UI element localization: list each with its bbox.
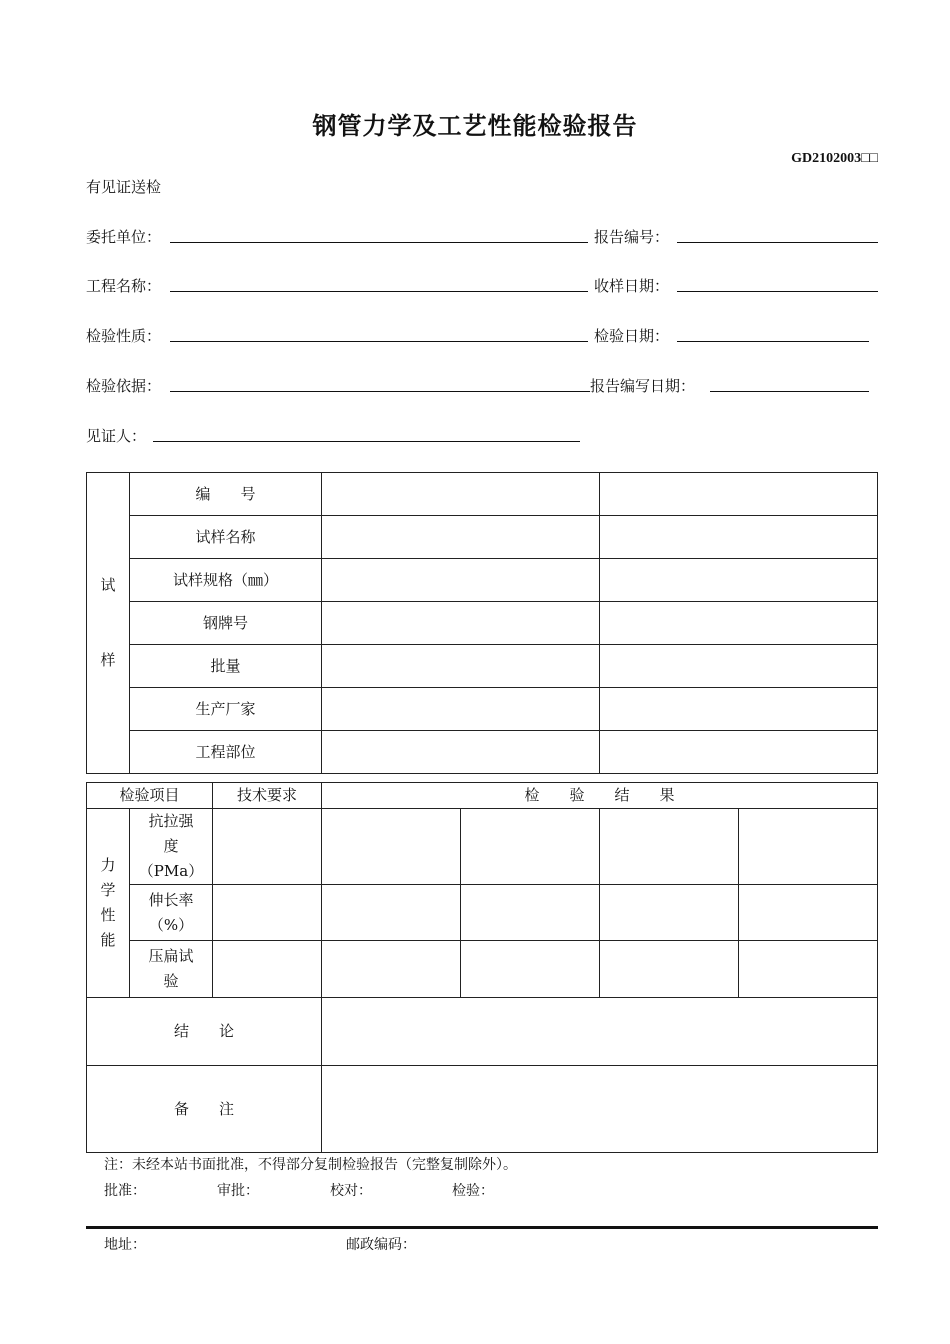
sample-row-label: 生产厂家 xyxy=(130,688,322,731)
review-label: 审批： xyxy=(217,1183,259,1199)
report-date-label: 报告编写日期： xyxy=(590,377,696,395)
sample-cell[interactable] xyxy=(600,688,878,731)
sample-cell[interactable] xyxy=(322,688,600,731)
check-label: 校对： xyxy=(330,1183,372,1199)
conclusion-label: 结 论 xyxy=(87,998,322,1066)
result-cell[interactable] xyxy=(461,941,600,998)
sample-cell[interactable] xyxy=(322,516,600,559)
receive-date-label: 收样日期： xyxy=(594,277,670,295)
sample-cell[interactable] xyxy=(322,559,600,602)
approve-label: 批准： xyxy=(104,1183,146,1199)
sample-cell[interactable] xyxy=(322,602,600,645)
footer-divider xyxy=(86,1226,878,1229)
client-line[interactable] xyxy=(170,242,588,243)
result-cell[interactable] xyxy=(739,885,878,941)
sample-row-label: 钢牌号 xyxy=(130,602,322,645)
result-cell[interactable] xyxy=(322,885,461,941)
result-cell[interactable] xyxy=(739,809,878,885)
postcode-label: 邮政编码： xyxy=(346,1237,416,1253)
result-cell[interactable] xyxy=(739,941,878,998)
requirement-cell[interactable] xyxy=(213,941,322,998)
inspection-date-label: 检验日期： xyxy=(594,327,670,345)
sample-cell[interactable] xyxy=(600,645,878,688)
inspection-basis-label: 检验依据： xyxy=(86,377,162,395)
sample-row-label: 工程部位 xyxy=(130,731,322,774)
receive-date-line[interactable] xyxy=(677,291,878,292)
report-title: 钢管力学及工艺性能检验报告 xyxy=(312,111,638,140)
requirement-cell[interactable] xyxy=(213,885,322,941)
footer-note: 注：未经本站书面批准，不得部分复制检验报告（完整复制除外）。 xyxy=(104,1157,517,1173)
tensile-strength-label: 抗拉强 度 （PMa） xyxy=(130,809,213,885)
sample-cell[interactable] xyxy=(322,473,600,516)
result-cell[interactable] xyxy=(600,941,739,998)
elongation-label: 伸长率 （%） xyxy=(130,885,213,941)
address-label: 地址： xyxy=(104,1237,146,1253)
sample-cell[interactable] xyxy=(322,645,600,688)
sample-cell[interactable] xyxy=(322,731,600,774)
client-label: 委托单位： xyxy=(86,228,162,246)
sample-cell[interactable] xyxy=(600,473,878,516)
form-code: GD2102003□□ xyxy=(791,151,878,166)
sample-cell[interactable] xyxy=(600,516,878,559)
inspection-basis-line[interactable] xyxy=(170,391,590,392)
result-cell[interactable] xyxy=(461,809,600,885)
remarks-label: 备 注 xyxy=(87,1066,322,1153)
project-name-label: 工程名称： xyxy=(86,277,162,295)
sample-row-label: 试样规格（㎜） xyxy=(130,559,322,602)
inspection-nature-label: 检验性质： xyxy=(86,327,162,345)
report-no-line[interactable] xyxy=(677,242,878,243)
inspect-label: 检验： xyxy=(452,1183,494,1199)
sample-group-label: 试 样 xyxy=(87,473,130,774)
inspection-nature-line[interactable] xyxy=(170,341,588,342)
result-cell[interactable] xyxy=(322,941,461,998)
header-requirement: 技术要求 xyxy=(213,783,322,809)
result-cell[interactable] xyxy=(600,809,739,885)
result-cell[interactable] xyxy=(322,809,461,885)
result-cell[interactable] xyxy=(461,885,600,941)
sample-row-label: 试样名称 xyxy=(130,516,322,559)
inspection-date-line[interactable] xyxy=(677,341,869,342)
witness-label: 见证人： xyxy=(86,427,147,445)
subtitle: 有见证送检 xyxy=(86,178,162,196)
header-result: 检 验 结 果 xyxy=(322,783,878,809)
sample-table xyxy=(86,472,878,774)
mechanical-group-label: 力 学 性 能 xyxy=(87,809,130,998)
witness-line[interactable] xyxy=(153,441,580,442)
remarks-cell[interactable] xyxy=(322,1066,878,1153)
conclusion-cell[interactable] xyxy=(322,998,878,1066)
project-name-line[interactable] xyxy=(170,291,588,292)
sample-row-label: 批量 xyxy=(130,645,322,688)
flattening-test-label: 压扁试 验 xyxy=(130,941,213,998)
sample-row-label: 编 号 xyxy=(130,473,322,516)
sample-cell[interactable] xyxy=(600,731,878,774)
report-no-label: 报告编号： xyxy=(594,228,670,246)
requirement-cell[interactable] xyxy=(213,809,322,885)
sample-cell[interactable] xyxy=(600,559,878,602)
sample-cell[interactable] xyxy=(600,602,878,645)
result-cell[interactable] xyxy=(600,885,739,941)
header-item: 检验项目 xyxy=(87,783,213,809)
results-table xyxy=(86,782,878,1153)
report-date-line[interactable] xyxy=(710,391,869,392)
